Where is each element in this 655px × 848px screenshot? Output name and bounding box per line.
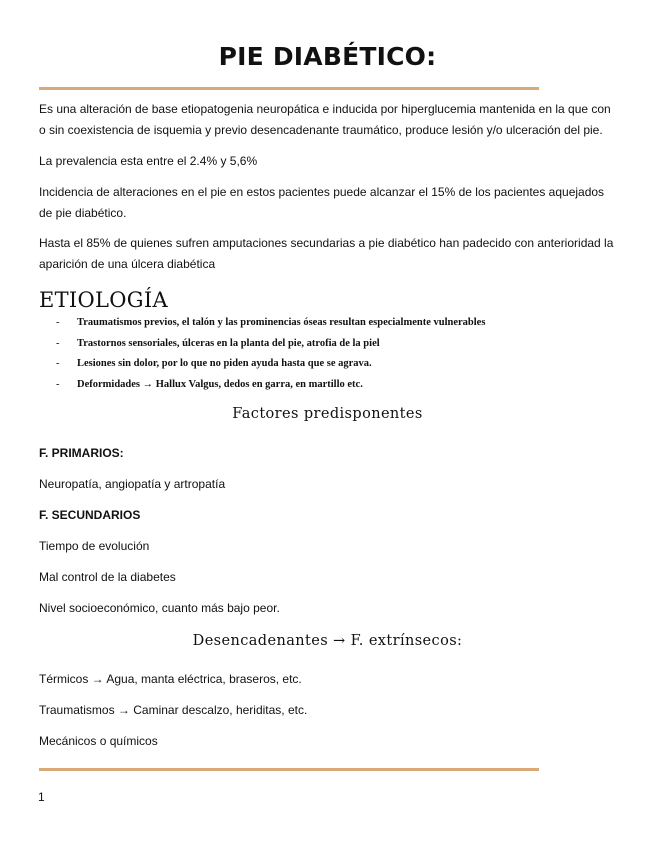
intro-paragraph-1: Es una alteración de base etiopatogenia neuropática e inducida por hiperglucemia mantenida en la que con o sin coexistencia de isquemia y previo desencadenante traumático, produce lesión y/o ulceración del pie. xyxy=(39,102,611,137)
desencadenantes-heading: Desencadenantes → F. extrínsecos: xyxy=(192,633,463,649)
page-number: 1 xyxy=(38,790,45,804)
primarios-label: F. PRIMARIOS: xyxy=(39,446,124,460)
secundarios-item: Tiempo de evolución xyxy=(39,539,150,553)
bottom-divider xyxy=(39,768,539,771)
top-divider xyxy=(39,87,539,90)
bullet-dash: - xyxy=(56,337,60,349)
etiologia-heading: ETIOLOGÍA xyxy=(39,288,168,312)
secundarios-item: Mal control de la diabetes xyxy=(39,570,176,584)
primarios-text: Neuropatía, angiopatía y artropatía xyxy=(39,477,226,491)
secundarios-label: F. SECUNDARIOS xyxy=(39,508,141,522)
secundarios-item: Nivel socioeconómico, cuanto más bajo peor. xyxy=(39,601,280,615)
page-title: PIE DIABÉTICO: xyxy=(218,42,437,71)
factores-heading: Factores predisponentes xyxy=(232,406,423,422)
intro-paragraph-3: Incidencia de alteraciones en el pie en estos pacientes puede alcanzar el 15% de los pacientes aquejados de pie diabético. xyxy=(39,185,605,220)
list-item xyxy=(56,354,616,375)
list-item xyxy=(56,313,616,334)
etiologia-list xyxy=(56,313,616,395)
list-item-text: Deformidades → Hallux Valgus, dedos en garra, en martillo etc. xyxy=(77,378,363,390)
desencadenante-item: Térmicos → Agua, manta eléctrica, braseros, etc. xyxy=(39,672,302,686)
desencadenante-item: Traumatismos → Caminar descalzo, heriditas, etc. xyxy=(39,703,308,717)
list-item-text: Trastornos sensoriales, úlceras en la planta del pie, atrofia de la piel xyxy=(77,337,380,349)
intro-paragraph-4: Hasta el 85% de quienes sufren amputaciones secundarias a pie diabético han padecido con anterioridad la aparición de una úlcera diabética xyxy=(39,236,614,271)
bullet-dash: - xyxy=(56,378,60,390)
list-item-text: Lesiones sin dolor, por lo que no piden ayuda hasta que se agrava. xyxy=(77,358,372,369)
intro-paragraph-2: La prevalencia esta entre el 2.4% y 5,6% xyxy=(39,154,258,168)
bullet-dash: - xyxy=(56,358,60,369)
list-item xyxy=(56,334,616,355)
list-item xyxy=(56,375,616,396)
bullet-dash: - xyxy=(56,317,60,328)
desencadenante-item: Mecánicos o químicos xyxy=(39,734,158,748)
list-item-text: Traumatismos previos, el talón y las prominencias óseas resultan especialmente vulnerables xyxy=(77,317,486,328)
